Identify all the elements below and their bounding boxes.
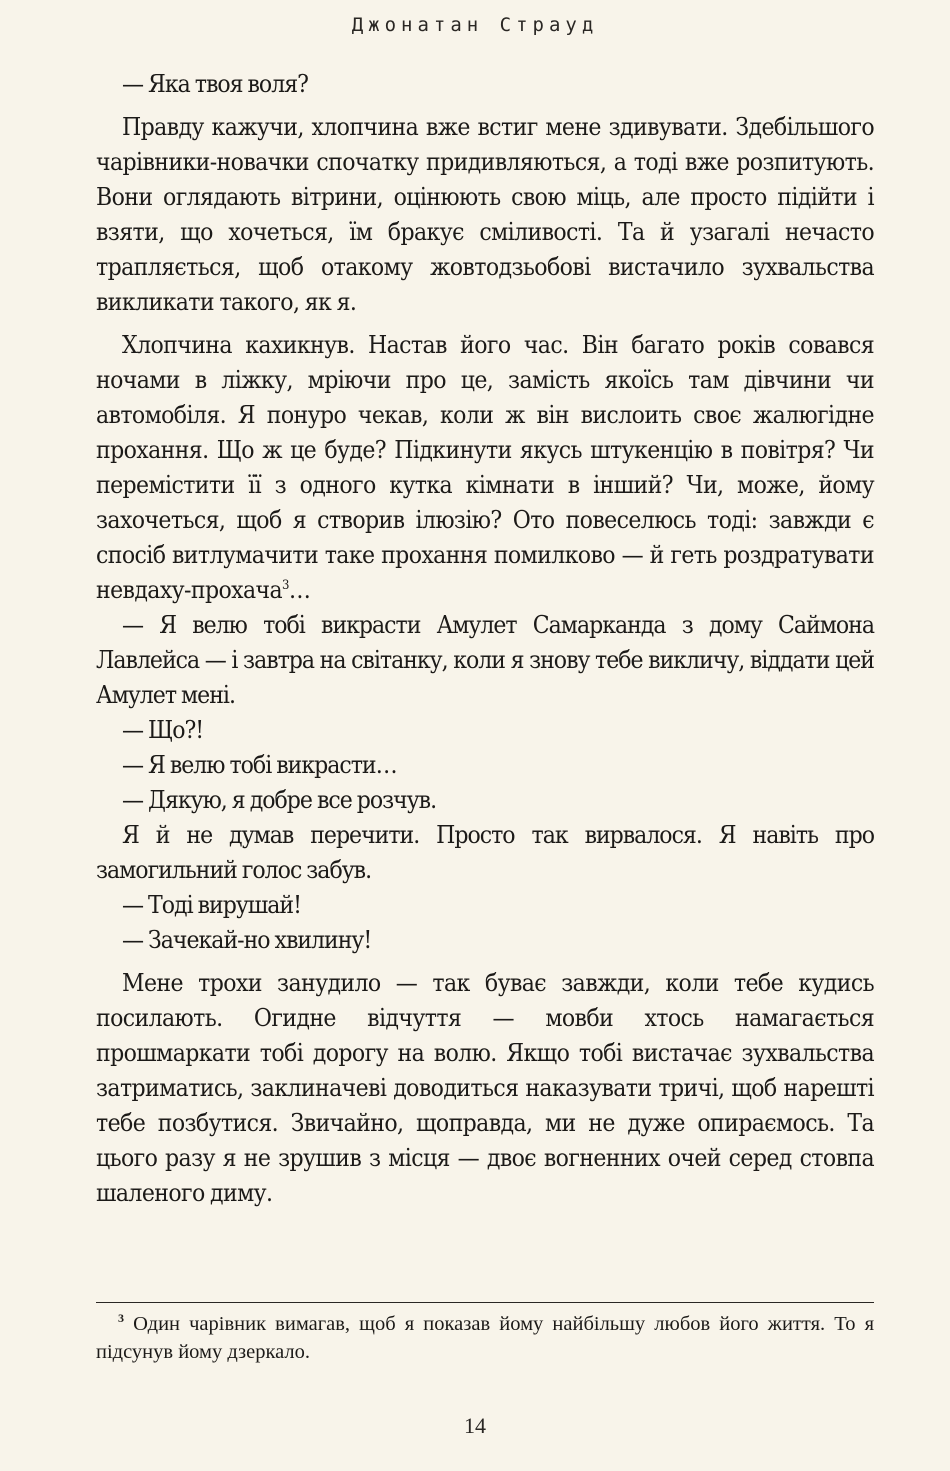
running-head-author: Джонатан Страуд bbox=[351, 14, 599, 36]
ellipsis: … bbox=[288, 575, 311, 604]
paragraph-dialog: — Дякую, я добре все розчув. bbox=[122, 785, 437, 814]
paragraph-dialog: — Яка твоя воля? bbox=[122, 69, 308, 98]
paragraph: Я й не думав перечити. Просто так вирвалося. Я навіть про замогильний голос забув. bbox=[96, 820, 874, 884]
page-number: 14 bbox=[464, 1413, 486, 1438]
paragraph-dialog: — Я велю тобі викрасти… bbox=[122, 750, 397, 779]
footnote bbox=[96, 1310, 874, 1366]
paragraph-text: Хлопчина кахикнув. Настав його час. Він багато років совався ночами в ліжку, мріючи про це, замість якоїсь там дівчини чи автомобіля. Я понуро чекав, коли ж він вислоить своє жалюгідне прохання. Що ж це буде? Підкинути якусь штукенцію в повітря? Чи перемістити її з одного кутка кімнати в інший? Чи, може, йому захочеться, щоб я створив ілюзію? Ото повеселюсь тоді: завжди є спосіб витлумачити таке прохання помилково — й геть роздратувати невдаху-прохача bbox=[96, 330, 874, 604]
footnote-marker: 3 bbox=[118, 1311, 124, 1325]
body-text bbox=[96, 66, 874, 1210]
paragraph-dialog: — Що?! bbox=[122, 715, 204, 744]
paragraph: Мене трохи занудило — так буває завжди, коли тебе кудись посилають. Огидне відчуття — мовби хтось намагається прошмаркати тобі дорогу на волю. Якщо тобі вистачає зухвальства затриматись, заклиначеві доводиться наказувати тричі, щоб нарешті тебе позбутися. Звичайно, щоправда, ми не дуже опираємось. Та цього разу я не зрушив з місця — двоє вогненних очей серед стовпа шаленого диму. bbox=[96, 968, 874, 1207]
footnote-divider bbox=[96, 1302, 874, 1303]
paragraph-dialog: — Я велю тобі викрасти Амулет Самарканда з дому Саймона Лавлейса — і завтра на світанку, коли я знову тебе викличу, віддати цей Амулет мені. bbox=[96, 610, 874, 709]
paragraph-dialog: — Тоді вирушай! bbox=[122, 890, 301, 919]
footnote-text: Один чарівник вимагав, щоб я показав йому найбільшу любов його життя. То я підсунув йому дзеркало. bbox=[96, 1313, 874, 1363]
paragraph-dialog: — Зачекай-но хвилину! bbox=[122, 925, 372, 954]
footnote-text-block bbox=[96, 1310, 874, 1366]
footnote-reference[interactable]: 3 bbox=[282, 578, 289, 593]
paragraph: Правду кажучи, хлопчина вже встиг мене здивувати. Здебільшого чарівники-новачки спочатку придивляються, а тоді вже розпитують. Вони оглядають вітрини, оцінюють свою міць, але просто підійти і взяти, що хочеться, їм бракує сміливості. Та й узагалі нечасто трапляється, щоб отакому жовтодзьобові вистачило зухвальства викликати такого, як я. bbox=[96, 112, 874, 316]
paragraph bbox=[96, 327, 874, 607]
